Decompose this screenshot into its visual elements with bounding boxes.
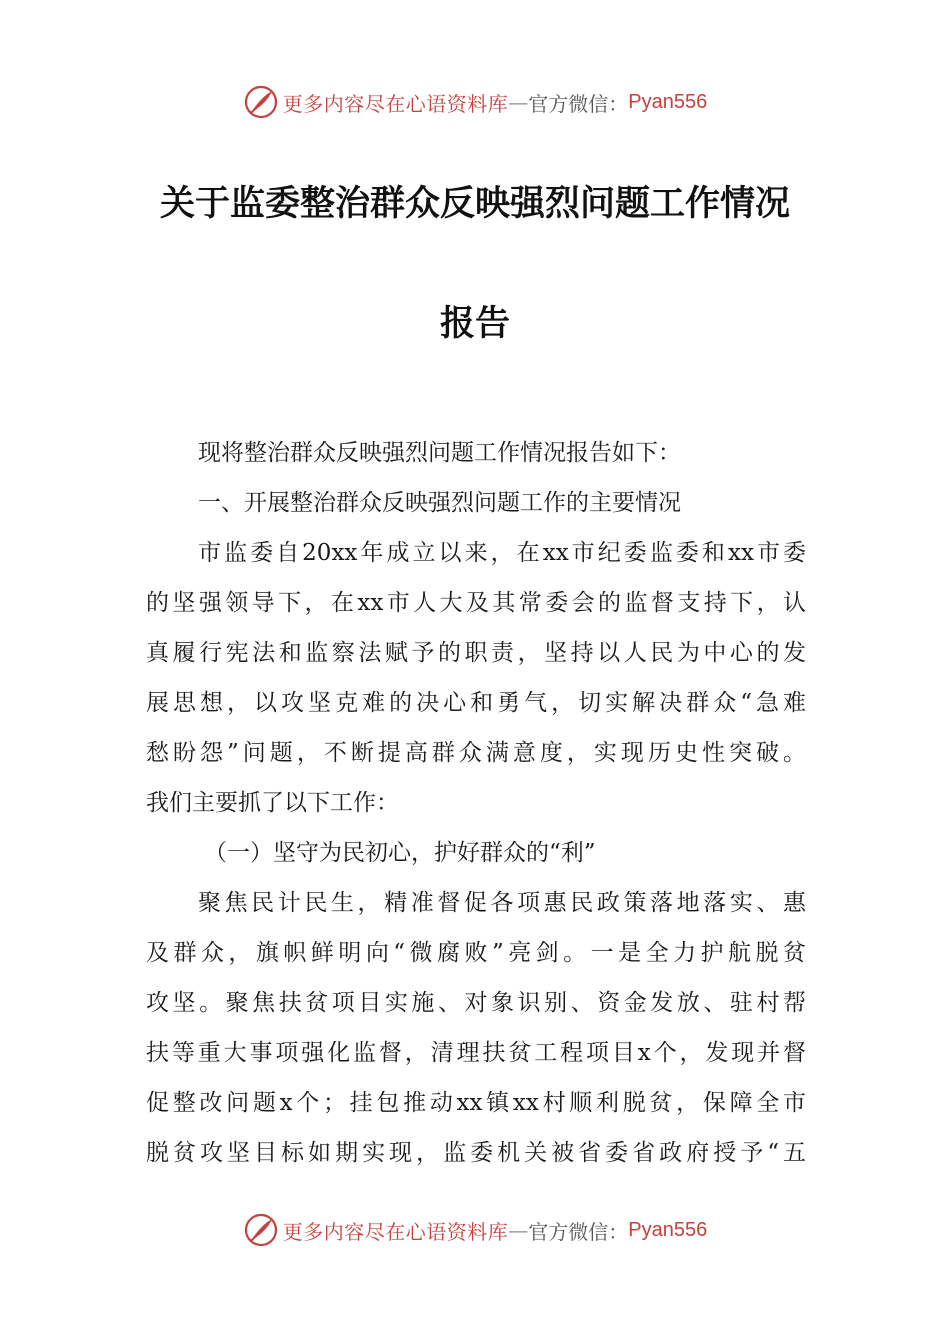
- body-line: 攻坚。聚焦扶贫项目实施、对象识别、资金发放、驻村帮: [146, 990, 806, 1016]
- banner-separator: —: [508, 1218, 529, 1242]
- document-body: [146, 428, 806, 1178]
- banner-separator: —: [508, 90, 529, 114]
- banner-wechat-id: Pyan556: [628, 1218, 708, 1241]
- body-line: 我们主要抓了以下工作：: [146, 790, 399, 816]
- quill-pen-logo-icon: [243, 84, 279, 120]
- body-line: 脱贫攻坚目标如期实现，监委机关被省委省政府授予“五: [146, 1140, 806, 1166]
- subsection-heading: （一）坚守为民初心，护好群众的“利”: [204, 840, 596, 866]
- banner-site-text: 更多内容尽在心语资料库: [282, 91, 509, 116]
- document-title-line-2: 报告: [439, 303, 510, 344]
- header-banner: [0, 80, 950, 124]
- body-line: 真履行宪法和监察法赋予的职责，坚持以人民为中心的发: [146, 640, 806, 666]
- body-line: 展思想，以攻坚克难的决心和勇气，切实解决群众“急难: [146, 690, 806, 716]
- banner-site-text: 更多内容尽在心语资料库: [282, 1219, 509, 1244]
- banner-wechat-label: 官方微信：: [528, 1219, 629, 1244]
- body-line: 市监委自20xx年成立以来，在xx市纪委监委和xx市委: [198, 540, 806, 566]
- body-line: 现将整治群众反映强烈问题工作情况报告如下：: [198, 440, 681, 466]
- body-line: 及群众，旗帜鲜明向“微腐败”亮剑。一是全力护航脱贫: [146, 940, 806, 966]
- body-line: 促整改问题x个；挂包推动xx镇xx村顺利脱贫，保障全市: [146, 1090, 806, 1116]
- body-line: 扶等重大事项强化监督，清理扶贫工程项目x个，发现并督: [146, 1040, 806, 1066]
- section-heading: 一、开展整治群众反映强烈问题工作的主要情况: [198, 490, 681, 516]
- quill-pen-logo-icon: [243, 1212, 279, 1248]
- document-title-line-1: 关于监委整治群众反映强烈问题工作情况: [159, 183, 790, 224]
- body-line: 愁盼怨”问题，不断提高群众满意度，实现历史性突破。: [146, 740, 806, 766]
- body-line: 聚焦民计民生，精准督促各项惠民政策落地落实、惠: [198, 890, 806, 916]
- banner-wechat-id: Pyan556: [628, 90, 708, 113]
- footer-banner: [0, 1208, 950, 1252]
- body-line: 的坚强领导下，在xx市人大及其常委会的监督支持下，认: [146, 590, 806, 616]
- banner-wechat-label: 官方微信：: [528, 91, 629, 116]
